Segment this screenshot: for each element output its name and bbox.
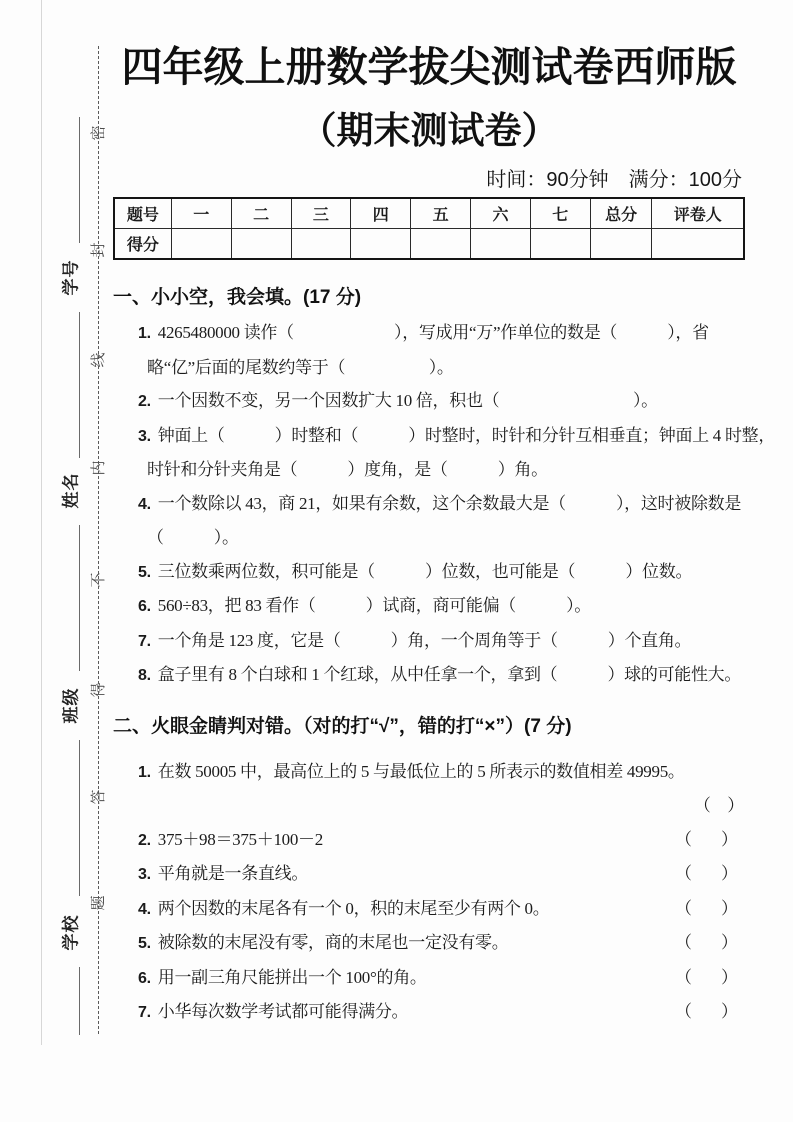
question-number: 6. [138,598,151,615]
field-label-student-id: 学号 [61,259,81,296]
field-blank-line [79,312,80,458]
seal-char: 内 [91,460,107,476]
question-text: 盒子里有 8 个白球和 1 个红球，从中任拿一个，拿到（ ）球的可能性大。 [157,665,742,684]
question-text: （ ）。 [147,528,239,547]
question-6 [138,961,745,996]
header-cell: 六 [471,198,531,229]
question-3 [138,419,776,487]
answer-blank: （ ） [693,796,744,815]
question-1 [138,316,745,384]
seal-char: 封 [91,242,107,258]
question-text: 三位数乘两位数，积可能是（ ）位数，也可能是（ ）位数。 [157,561,693,581]
score-table-header-row [114,198,744,229]
question-number: 3. [138,427,151,445]
header-cell: 一 [171,198,231,229]
answer-blank: （ ） [675,864,744,883]
question-2 [138,384,745,419]
question-number: 5. [138,935,151,952]
section-1-heading: 一、小小空，我会填。(17 分) [113,287,362,308]
field-label-class: 班级 [61,687,81,724]
question-3 [138,857,745,892]
score-cell [351,229,411,260]
score-cell [411,229,471,260]
question-text: 4265480000 读作（ ），写成用“万”作单位的数是（ ），省 [157,323,709,342]
seal-char: 密 [91,125,107,141]
question-text: 一个数除以 43，商 21，如果有余数，这个余数最大是（ ），这时被除数是 [157,493,742,513]
score-row-label: 得分 [114,229,171,260]
question-text: 平角就是一条直线。 [157,864,309,883]
question-text: 被除数的末尾没有零，商的末尾也一定没有零。 [157,933,509,952]
score-table-score-row [114,229,744,260]
answer-blank: （ ） [675,898,744,918]
score-cell [171,229,231,260]
header-cell: 五 [411,198,471,229]
score-table [113,197,745,260]
question-number: 4. [138,495,151,513]
question-number: 2. [138,831,151,849]
question-7 [138,995,745,1030]
score-cell [231,229,291,260]
question-text: 略“亿”后面的尾数约等于（ ）。 [147,357,454,377]
seal-dashed-line [98,46,99,1034]
header-cell: 四 [351,198,411,229]
question-number: 2. [138,393,151,410]
seal-char: 线 [91,352,107,368]
question-text: 在数 50005 中，最高位上的 5 与最低位上的 5 所表示的数值相差 49995。 [157,761,685,781]
question-text: 一个因数不变，另一个因数扩大 10 倍，积也（ ）。 [157,391,658,410]
question-number: 5. [138,563,151,581]
header-cell: 二 [231,198,291,229]
question-text: 560÷83，把 83 看作（ ）试商，商可能偏（ ）。 [157,596,591,615]
question-number: 4. [138,900,151,918]
question-1 [138,755,745,790]
question-number: 6. [138,969,151,987]
header-cell: 三 [291,198,351,229]
header-cell: 总分 [590,198,652,229]
section-2-heading: 二、火眼金睛判对错。（对的打“√”，错的打“×”）(7 分) [113,715,572,737]
field-label-school: 学校 [61,914,81,951]
header-cell: 评卷人 [652,198,744,229]
question-number: 7. [138,632,151,650]
score-cell [652,229,744,260]
scan-edge-line [41,0,42,1045]
field-blank-line [79,740,80,896]
field-blank-line [79,967,80,1035]
score-cell [471,229,531,260]
question-text: 两个因数的末尾各有一个 0，积的末尾至少有两个 0。 [157,898,550,918]
question-text: 小华每次数学考试都可能得满分。 [157,1002,409,1021]
main-content [113,0,776,1030]
question-5 [138,926,745,961]
question-number: 7. [138,1004,151,1021]
score-cell [291,229,351,260]
question-text: 一个角是 123 度，它是（ ）角，一个周角等于（ ）个直角。 [157,630,692,650]
question-4 [138,487,745,555]
answer-blank: （ ） [675,967,744,987]
question-text: 钟面上（ ）时整和（ ）时整时，时针和分针互相垂直；钟面上 4 时整， [157,425,776,445]
seal-char: 得 [91,682,107,698]
page-subtitle: （期末测试卷） [299,110,559,151]
header-cell: 七 [530,198,590,229]
exam-meta: 时间：90分钟 满分：100分 [486,169,742,191]
answer-blank: （ ） [675,933,744,952]
question-number: 3. [138,866,151,883]
question-text: 用一副三角尺能拼出一个 100°的角。 [157,967,427,987]
question-4 [138,892,745,927]
question-text: 375＋98＝375＋100－2 [157,829,323,849]
question-7 [138,624,745,659]
question-6 [138,589,745,624]
field-blank-line [79,525,80,671]
answer-blank: （ ） [675,829,744,849]
question-5 [138,555,745,590]
seal-char: 题 [91,895,107,911]
question-8 [138,658,745,693]
answer-blank: （ ） [675,1002,744,1021]
score-cell [530,229,590,260]
page-title: 四年级上册数学拔尖测试卷西师版 [121,44,737,90]
section-1-questions [113,316,776,693]
section-2-questions [113,755,745,1030]
seal-char: 不 [91,572,107,588]
question-number: 1. [138,325,151,342]
question-text: 时针和分针夹角是（ ）度角，是（ ）角。 [147,460,548,479]
question-number: 1. [138,763,151,781]
score-cell [590,229,652,260]
field-blank-line [79,117,80,243]
question-2 [138,823,745,858]
field-label-name: 姓名 [61,472,81,509]
header-cell: 题号 [114,198,171,229]
seal-char: 答 [91,789,107,805]
question-number: 8. [138,667,151,684]
